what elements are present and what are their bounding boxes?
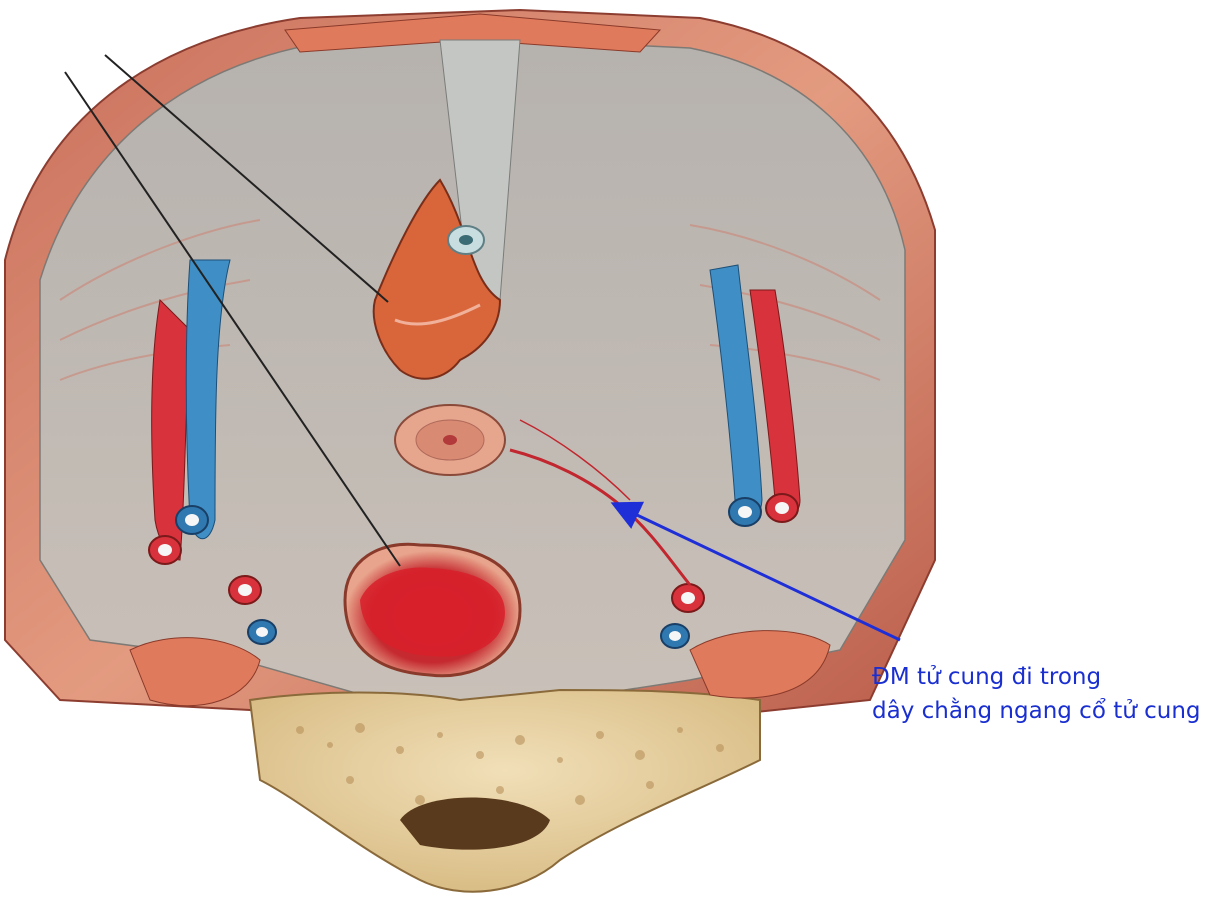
annotation-label bbox=[872, 660, 1201, 728]
annotation-line-2: dây chằng ngang cổ tử cung bbox=[872, 698, 1201, 724]
sacrum bbox=[250, 690, 760, 892]
annotation-line-1: ĐM tử cung đi trong bbox=[872, 664, 1102, 690]
